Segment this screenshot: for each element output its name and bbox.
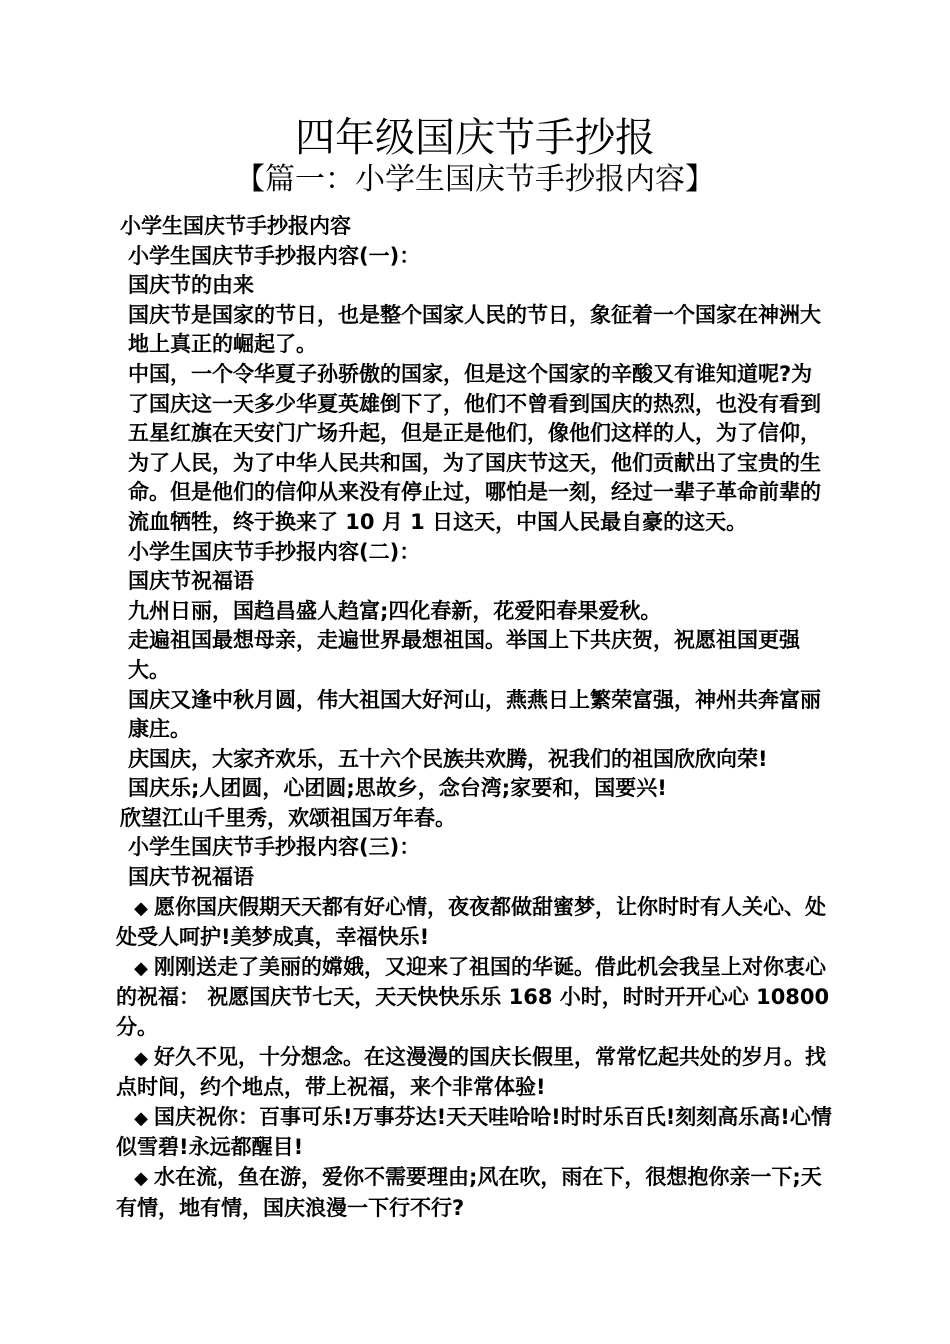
paragraph-origin-2: 中国，一个令华夏子孙骄傲的国家，但是这个国家的辛酸又有谁知道呢?为了国庆这一天多少华夏英雄倒下了，他们不曾看到国庆的热烈，也没有看到五星红旗在天安门广场升起，但是正是他们，像他们这样的人，为了信仰，为了人民，为了中华人民共和国，为了国庆节这天，他们贡献出了宝贵的生命。但是他们的信仰从来没有停止过，哪怕是一刻，经过一辈子革命前辈的流血牺牲，终于换来了 10 月 1 日这天，中国人民最自豪的这天。 xyxy=(128,361,821,534)
bullet-item xyxy=(116,953,832,1043)
subsection-heading-2: 小学生国庆节手抄报内容(二)： xyxy=(128,539,421,564)
diamond-bullet-icon: ◆ xyxy=(134,897,148,919)
topic-heading-greetings: 国庆节祝福语 xyxy=(128,865,254,890)
section-heading: 小学生国庆节手抄报内容 xyxy=(120,214,351,238)
topic-heading-origin: 国庆节的由来 xyxy=(128,273,254,298)
document-subtitle: 【篇一：小学生国庆节手抄报内容】 xyxy=(235,162,715,197)
document-title: 四年级国庆节手抄报 xyxy=(295,115,655,161)
topic-heading-greetings: 国庆节祝福语 xyxy=(128,569,254,594)
subsection-heading-1: 小学生国庆节手抄报内容(一)： xyxy=(128,243,421,268)
greeting-line: 走遍祖国最想母亲，走遍世界最想祖国。举国上下共庆贺，祝愿祖国更强大。 xyxy=(128,628,800,682)
diamond-bullet-icon: ◆ xyxy=(134,1047,148,1069)
greeting-line: 九州日丽，国趋昌盛人趋富;四化春新，花爱阳春果爱秋。 xyxy=(128,598,662,623)
diamond-bullet-icon: ◆ xyxy=(134,1107,148,1129)
bullet-text: 刚刚送走了美丽的嫦娥，又迎来了祖国的华诞。借此机会我呈上对你衷心的祝福： 祝愿国庆节七天，天天快快乐乐 168 小时，时时开开心心 10800 分。 xyxy=(116,954,830,1040)
greeting-line: 欣望江山千里秀，欢颂祖国万年春。 xyxy=(120,805,456,830)
greeting-line: 庆国庆，大家齐欢乐，五十六个民族共欢腾，祝我们的祖国欣欣向荣! xyxy=(128,746,768,771)
bullet-item xyxy=(116,893,832,953)
bullet-text: 水在流，鱼在游，爱你不需要理由;风在吹，雨在下，很想抱你亲一下;天有情，地有情，国庆浪漫一下行不行? xyxy=(116,1165,822,1220)
bullet-item xyxy=(116,1103,832,1163)
paragraph-origin-1: 国庆节是国家的节日，也是整个国家人民的节日，象征着一个国家在神洲大地上真正的崛起了。 xyxy=(128,302,821,357)
diamond-bullet-icon: ◆ xyxy=(134,1168,148,1189)
subsection-heading-3: 小学生国庆节手抄报内容(三)： xyxy=(128,835,421,860)
greeting-line: 国庆乐;人团圆，心团圆;思故乡，念台湾;家要和，国要兴! xyxy=(128,776,667,801)
bullet-item xyxy=(116,1043,832,1103)
bullet-text: 好久不见，十分想念。在这漫漫的国庆长假里，常常忆起共处的岁月。找点时间，约个地点，带上祝福，来个非常体验! xyxy=(116,1044,826,1100)
bullet-text: 国庆祝你：百事可乐!万事芬达!天天哇哈哈!时时乐百氏!刻刻高乐高!心情似雪碧!永远都醒目! xyxy=(116,1104,832,1160)
bullet-item xyxy=(116,1163,832,1223)
greeting-line: 国庆又逢中秋月圆，伟大祖国大好河山，燕燕日上繁荣富强，神州共奔富丽康庄。 xyxy=(128,687,821,742)
bullet-text: 愿你国庆假期天天都有好心情，夜夜都做甜蜜梦，让你时时有人关心、处处受人呵护!美梦成真，幸福快乐! xyxy=(116,894,826,950)
document-body xyxy=(116,212,832,1223)
diamond-bullet-icon: ◆ xyxy=(134,957,148,979)
